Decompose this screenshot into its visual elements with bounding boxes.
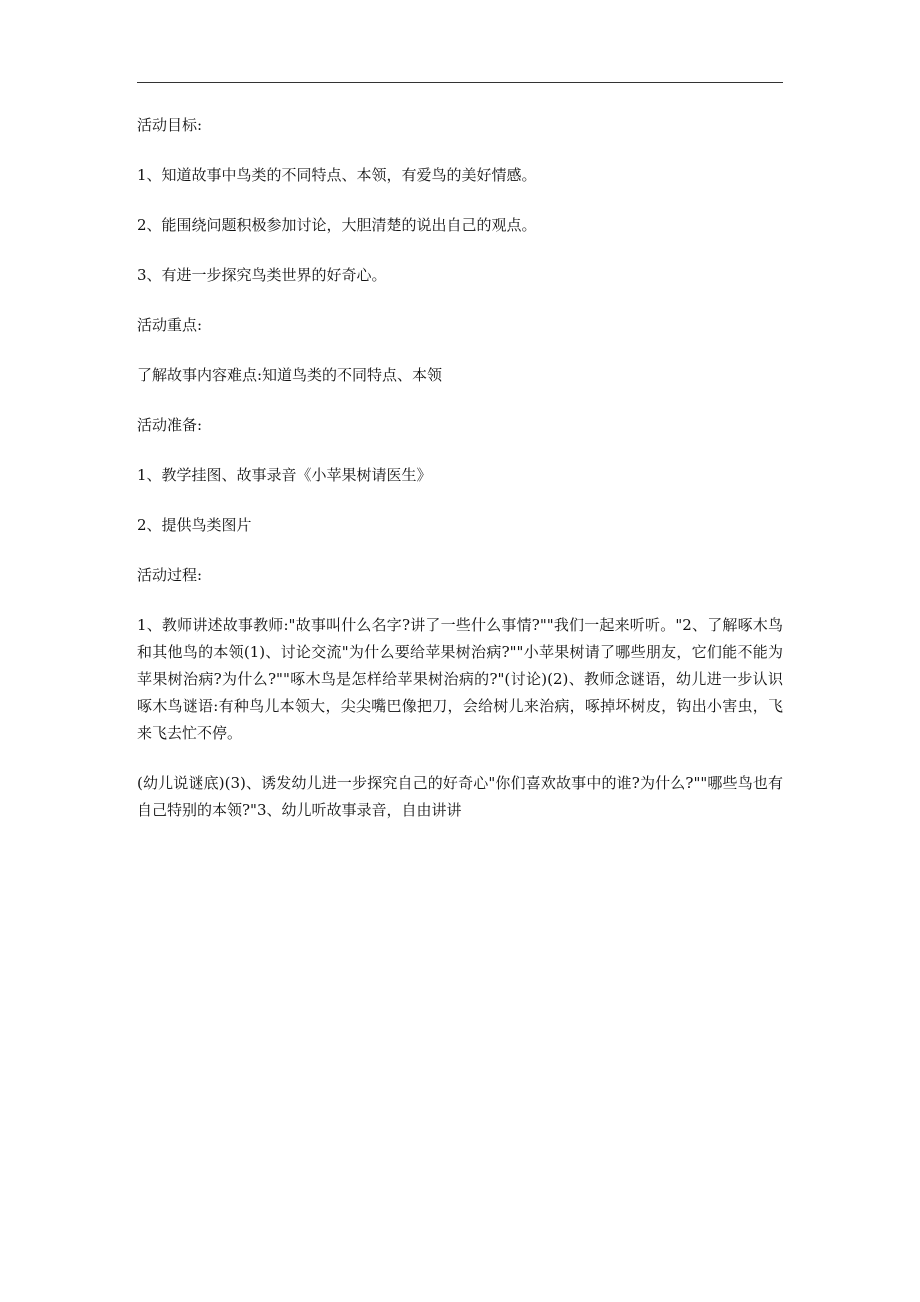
goal-item-1: 1、知道故事中鸟类的不同特点、本领，有爱鸟的美好情感。 [137,166,537,184]
section-heading-process: 活动过程: [137,566,203,584]
preparation-item-1: 1、教学挂图、故事录音《小苹果树请医生》 [137,466,432,484]
goal-item-2: 2、能围绕问题积极参加讨论，大胆清楚的说出自己的观点。 [137,216,537,234]
section-heading-focus: 活动重点: [137,316,203,334]
focus-text: 了解故事内容难点:知道鸟类的不同特点、本领 [137,366,443,384]
process-paragraph-2: (幼儿说谜底)(3)、诱发幼儿进一步探究自己的好奇心"你们喜欢故事中的谁?为什么?""哪些鸟也有自己特别的本领?"3、幼儿听故事录音，自由讲讲 [137,774,783,819]
process-paragraph-1: 1、教师讲述故事教师:"故事叫什么名字?讲了一些什么事情?""我们一起来听听。"2、了解啄木鸟和其他鸟的本领(1)、讨论交流"为什么要给苹果树治病?""小苹果树请了哪些朋友，它们能不能为苹果树治病?为什么?""啄木鸟是怎样给苹果树治病的?"(讨论)(2)、教师念谜语，幼儿进一步认识啄木鸟谜语:有种鸟儿本领大，尖尖嘴巴像把刀，会给树儿来治病，啄掉坏树皮，钩出小害虫，飞来飞去忙不停。 [137,616,783,742]
goal-item-3: 3、有进一步探究鸟类世界的好奇心。 [137,266,387,284]
preparation-item-2: 2、提供鸟类图片 [137,516,252,534]
header-rule [137,82,783,83]
section-heading-goals: 活动目标: [137,116,203,134]
section-heading-preparation: 活动准备: [137,416,203,434]
document-body [137,112,783,847]
